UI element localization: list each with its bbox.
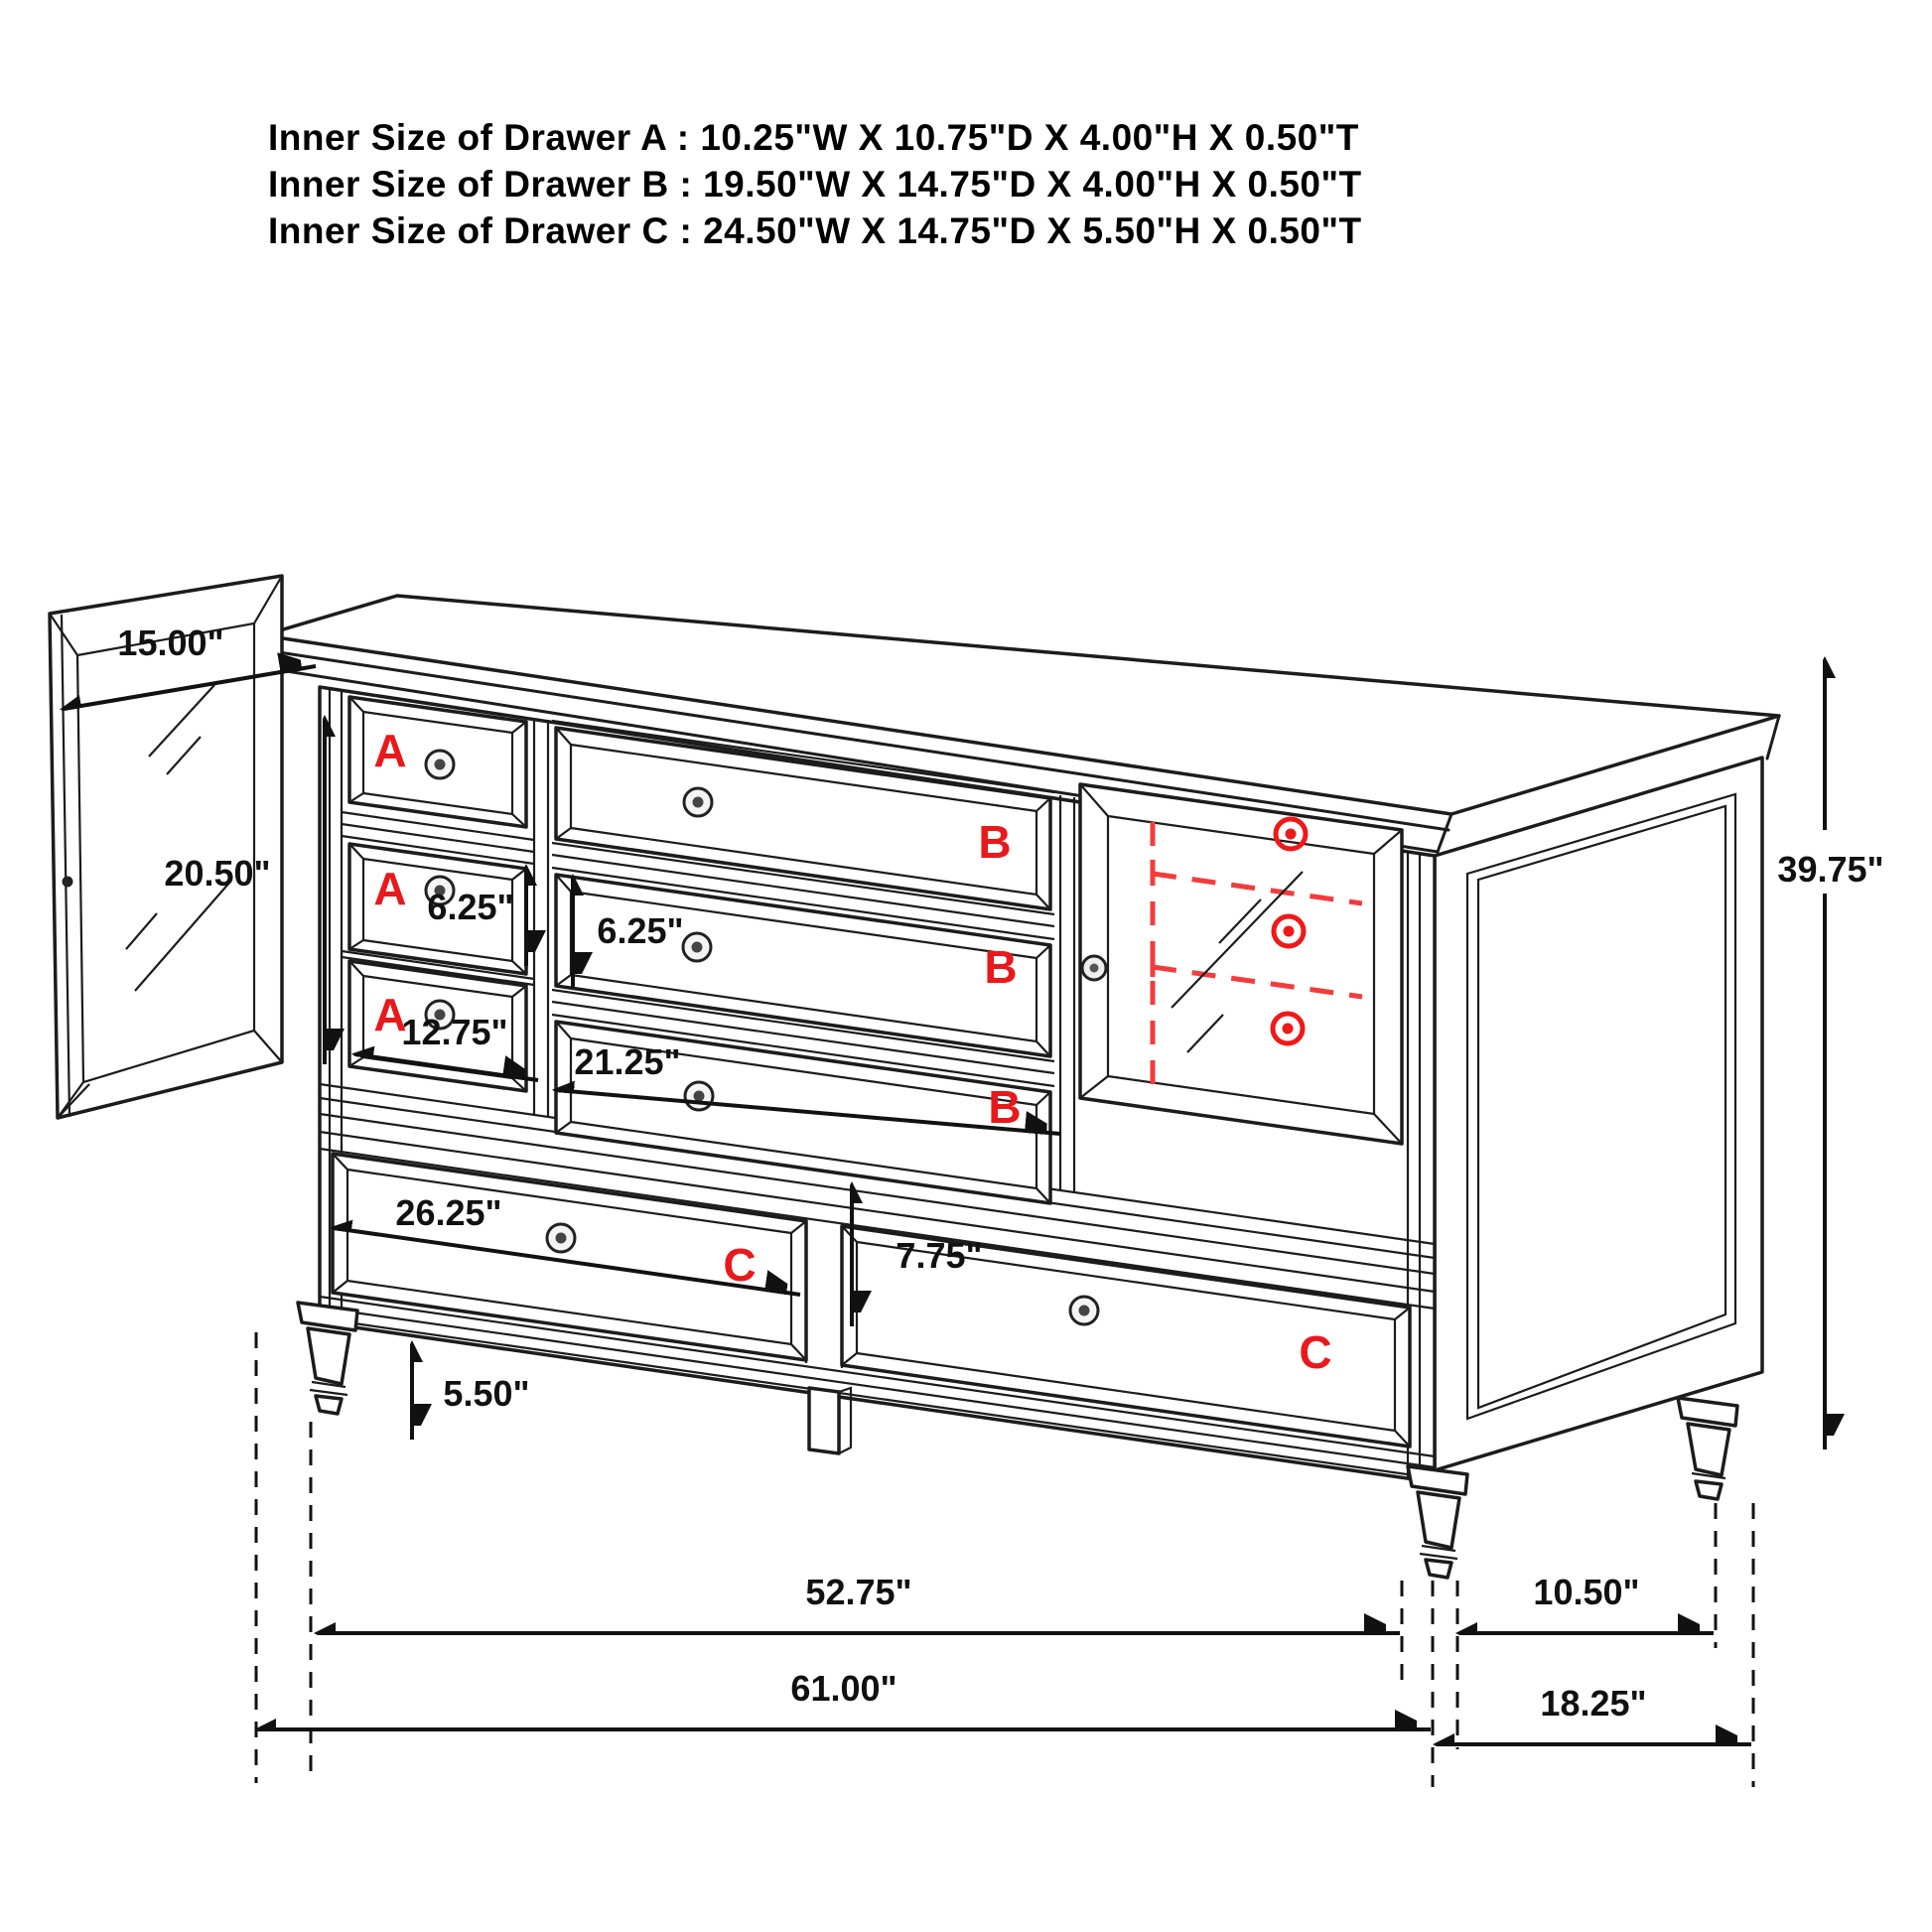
dimension-front-width — [318, 1572, 1400, 1633]
drawer-stack-b — [552, 721, 1054, 1203]
right-glass-door — [1080, 784, 1402, 1144]
label-a2: A — [373, 863, 407, 914]
door-width-label: 15.00" — [117, 622, 224, 663]
drawer-b-width-label: 21.25" — [574, 1041, 681, 1082]
inner-size-drawer-a-text: Inner Size of Drawer A : 10.25"W X 10.75"D X 4.00"H X 0.50"T — [268, 117, 1359, 158]
drawer-a-height-label: 6.25" — [427, 887, 514, 927]
total-height-label: 39.75" — [1777, 849, 1884, 890]
label-a1: A — [373, 725, 407, 776]
label-a3: A — [373, 989, 407, 1040]
front-left-leg — [298, 1303, 357, 1414]
drawer-a-width-label: 12.75" — [401, 1012, 508, 1052]
front-right-leg — [1408, 1466, 1467, 1578]
dimension-side-front-depth — [1459, 1572, 1714, 1633]
side-total-depth-label: 18.25" — [1540, 1683, 1647, 1724]
dimension-total-width — [258, 1668, 1431, 1729]
label-b2: B — [984, 941, 1018, 993]
dimension-leg-height — [412, 1344, 530, 1440]
back-right-leg — [1678, 1398, 1737, 1499]
side-panel — [1435, 758, 1762, 1470]
label-c2: C — [1299, 1326, 1332, 1378]
inner-size-drawer-b-text: Inner Size of Drawer B : 19.50"W X 14.75"D X 4.00"H X 0.50"T — [268, 164, 1362, 205]
leg-height-label: 5.50" — [443, 1373, 530, 1414]
front-width-label: 52.75" — [805, 1572, 912, 1612]
drawer-c1-width-label: 26.25" — [395, 1192, 502, 1233]
dimension-side-total-depth — [1437, 1683, 1751, 1744]
label-b1: B — [978, 816, 1012, 868]
door-height-label: 20.50" — [164, 853, 271, 894]
total-width-label: 61.00" — [790, 1668, 897, 1709]
drawer-c-height-label: 7.75" — [896, 1235, 983, 1276]
inner-size-drawer-c-text: Inner Size of Drawer C : 24.50"W X 14.75"D X 5.50"H X 0.50"T — [268, 210, 1362, 251]
side-front-depth-label: 10.50" — [1533, 1572, 1640, 1612]
drawer-b-height-label: 6.25" — [597, 910, 684, 951]
label-c1: C — [723, 1239, 757, 1291]
dimension-total-height — [1777, 660, 1883, 1449]
left-door-knob — [63, 877, 73, 888]
label-b3: B — [988, 1081, 1022, 1133]
